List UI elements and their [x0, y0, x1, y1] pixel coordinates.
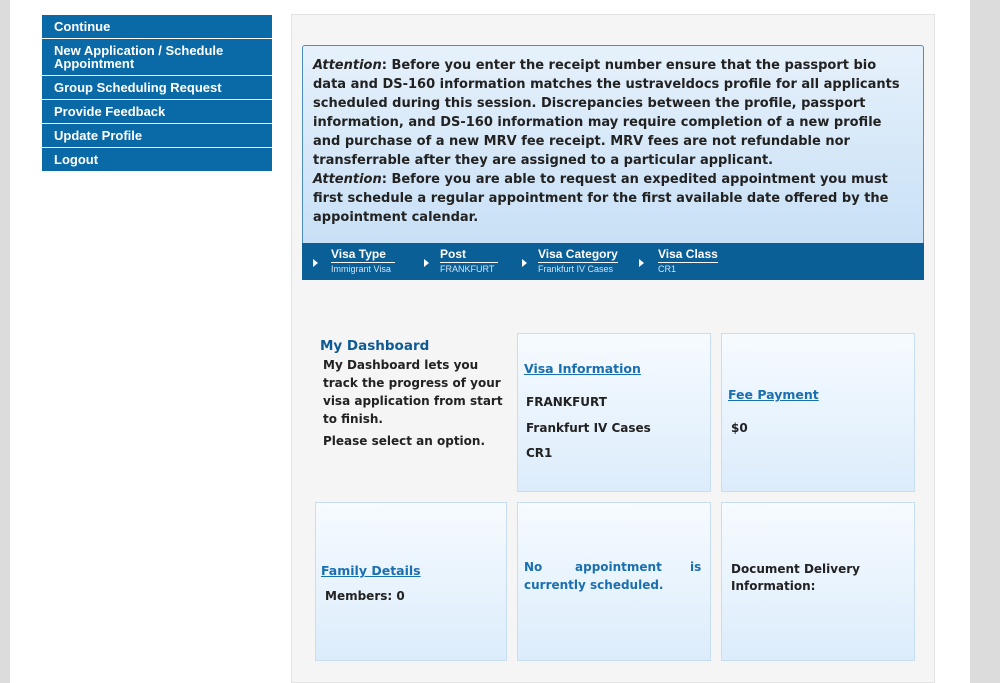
fee-payment-link[interactable]: Fee Payment	[728, 387, 819, 402]
menu-provide-feedback[interactable]: Provide Feedback	[42, 100, 272, 124]
visa-class: CR1	[526, 446, 553, 460]
menu-new-application[interactable]: New Application / Schedule Appointment	[42, 39, 272, 76]
left-background	[0, 0, 10, 683]
attention-label-2: Attention	[313, 172, 382, 187]
right-background	[970, 0, 1000, 683]
breadcrumb-visa-category[interactable]	[538, 248, 618, 275]
side-menu	[42, 15, 272, 171]
family-details-link[interactable]: Family Details	[321, 563, 421, 578]
appointment-status-word-3: is	[690, 560, 702, 574]
appointment-status-line-2: currently scheduled.	[524, 578, 664, 592]
breadcrumb-label: Visa Class	[658, 247, 718, 261]
menu-logout[interactable]: Logout	[42, 148, 272, 171]
appointment-tile	[517, 502, 711, 661]
attention-label-1: Attention	[313, 58, 382, 73]
dashboard-title: My Dashboard	[320, 338, 430, 354]
chevron-right-icon	[522, 259, 527, 267]
breadcrumb	[302, 243, 924, 280]
family-details-tile	[315, 502, 507, 661]
visa-category: Frankfurt IV Cases	[526, 421, 651, 435]
visa-information-link[interactable]: Visa Information	[524, 361, 641, 376]
chevron-right-icon	[639, 259, 644, 267]
dashboard-intro	[316, 338, 506, 448]
fee-payment-tile	[721, 333, 915, 492]
visa-post: FRANKFURT	[526, 395, 607, 409]
breadcrumb-value: Frankfurt IV Cases	[538, 262, 618, 275]
attention-text-1: : Before you enter the receipt number ensure that the passport bio data and DS-160 information matches the ustraveldocs profile for all applicants scheduled during this session. Discrepancies between the profile, passport information, and DS-160 information may require completion of a new profile and purchase of a new MRV fee receipt. MRV fees are not refundable nor transferrable after they are assigned to a particular applicant.	[313, 58, 900, 168]
document-delivery-tile	[721, 502, 915, 661]
breadcrumb-label: Post	[440, 247, 467, 261]
breadcrumb-label: Visa Type	[331, 247, 386, 261]
attention-paragraph-1	[313, 56, 913, 170]
fee-amount: $0	[731, 421, 748, 435]
attention-paragraph-2	[313, 170, 913, 227]
dashboard-prompt: Please select an option.	[323, 434, 486, 448]
menu-continue[interactable]: Continue	[42, 15, 272, 39]
breadcrumb-value: CR1	[658, 262, 718, 275]
document-delivery-title-1: Document Delivery	[731, 562, 860, 576]
document-delivery-title-2: Information:	[731, 579, 816, 593]
menu-update-profile[interactable]: Update Profile	[42, 124, 272, 148]
attention-notice	[302, 45, 924, 243]
chevron-right-icon	[313, 259, 318, 267]
breadcrumb-post[interactable]	[440, 248, 498, 275]
family-members-count: Members: 0	[325, 589, 405, 603]
breadcrumb-visa-class[interactable]	[658, 248, 718, 275]
breadcrumb-visa-type[interactable]	[331, 248, 395, 275]
menu-group-scheduling[interactable]: Group Scheduling Request	[42, 76, 272, 100]
chevron-right-icon	[424, 259, 429, 267]
dashboard-description: My Dashboard lets you track the progress of your visa application from start to finish.	[323, 358, 503, 426]
attention-text-2: : Before you are able to request an expedited appointment you must first schedule a regular appointment for the first available date offered by the appointment calendar.	[313, 172, 889, 225]
appointment-status-word-1: No	[524, 560, 543, 574]
breadcrumb-label: Visa Category	[538, 247, 618, 261]
breadcrumb-value: FRANKFURT	[440, 262, 498, 275]
visa-information-tile	[517, 333, 711, 492]
breadcrumb-value: Immigrant Visa	[331, 262, 395, 275]
appointment-status-word-2: appointment	[575, 560, 662, 574]
